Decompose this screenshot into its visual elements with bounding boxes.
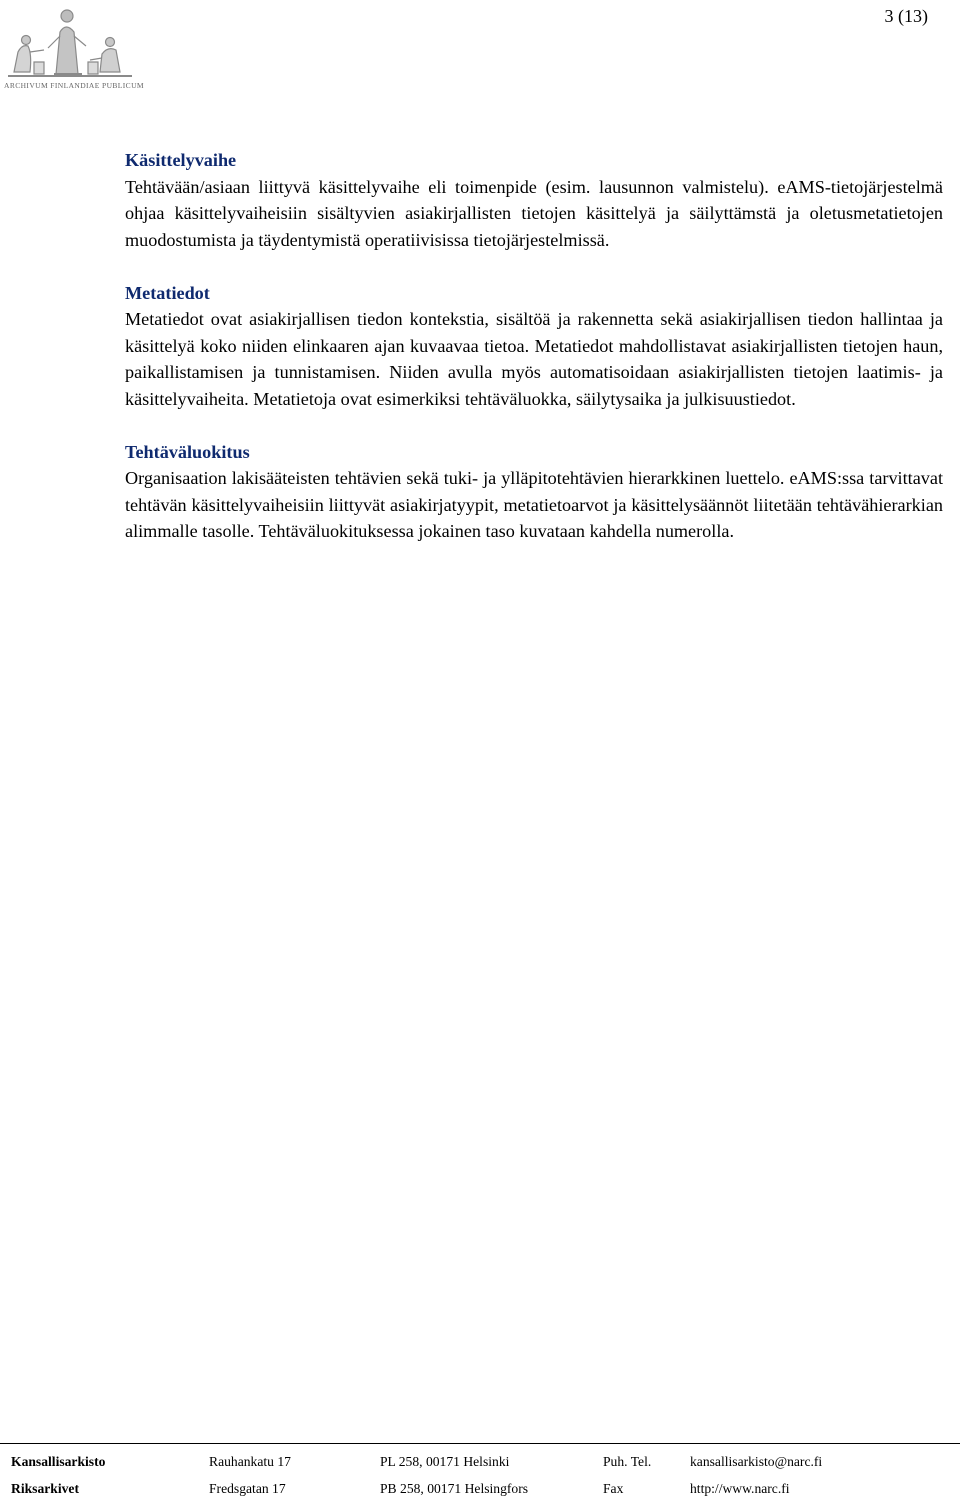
footer: [0, 1449, 960, 1503]
section-heading: Metatiedot: [125, 282, 210, 303]
section-tehtavaluokitus: [125, 439, 943, 545]
section-paragraph: Metatiedot ovat asiakirjallisen tiedon kontekstia, sisältöä ja rakennetta sekä asiakirjallisen tiedon hallintaa ja käsittelyä koko niiden elinkaaren ajan kuvaavaa tietoa. Metatiedot mahdollistavat asiakirjallisten tietojen haun, paikallistamisen ja tunnistamisen. Niiden avulla myös automatisoidaan asiakirjallisten tietojen laatimis- ja käsittelyvaiheita. Metatietoja ovat esimerkiksi tehtäväluokka, säilytysaika ja julkisuustiedot.: [125, 309, 943, 409]
footer-email-link[interactable]: kansallisarkisto@narc.fi: [690, 1454, 823, 1469]
section-heading: Tehtäväluokitus: [125, 441, 250, 462]
section-paragraph: Tehtävään/asiaan liittyvä käsittelyvaihe eli toimenpide (esim. lausunnon valmistelu). eAMS-tietojärjestelmä ohjaa käsittelyvaiheisiin sisältyvien asiakirjallisten tietojen käsittelyä ja säilyttämstä ja oletusmetatietojen muodostumista ja täydentymistä operatiivisissa tietojärjestelmissä.: [125, 176, 943, 250]
section-heading: Käsittelyvaihe: [125, 150, 237, 170]
page-number: 3 (13): [884, 6, 928, 26]
footer-phone-label: Puh. Tel.: [603, 1454, 652, 1469]
footer-website-link[interactable]: http://www.narc.fi: [690, 1481, 790, 1496]
section-metatiedot: [125, 280, 943, 413]
footer-fax-label: Fax: [603, 1481, 624, 1496]
section-paragraph: Organisaation lakisääteisten tehtävien sekä tuki- ja ylläpitotehtävien hierarkkinen luettelo. eAMS:ssa tarvittavat tehtävän käsittelyvaiheisiin liittyvät asiakirjatyypit, metatietoarvot ja käsittelysäännöt liitetään tehtävähierarkian alimmalle tasolle. Tehtäväluokituksessa jokainen taso kuvataan kahdella numerolla.: [125, 468, 943, 541]
archive-logo: [4, 2, 144, 94]
document-body: [125, 147, 943, 571]
footer-org-name: Kansallisarkisto: [11, 1454, 106, 1469]
footer-po-box: PB 258, 00171 Helsingfors: [380, 1481, 529, 1496]
footer-divider: [0, 1443, 960, 1444]
footer-row: [0, 1476, 960, 1503]
logo-caption: ARCHIVUM FINLANDIAE PUBLICUM: [4, 81, 144, 90]
footer-row: [0, 1449, 960, 1476]
footer-street-address: Fredsgatan 17: [209, 1481, 286, 1496]
footer-po-box: PL 258, 00171 Helsinki: [380, 1454, 510, 1469]
footer-street-address: Rauhankatu 17: [209, 1454, 291, 1469]
archive-seal-icon: [4, 2, 136, 82]
section-kasittelyvaihe: [125, 147, 943, 253]
footer-org-name: Riksarkivet: [11, 1481, 79, 1496]
